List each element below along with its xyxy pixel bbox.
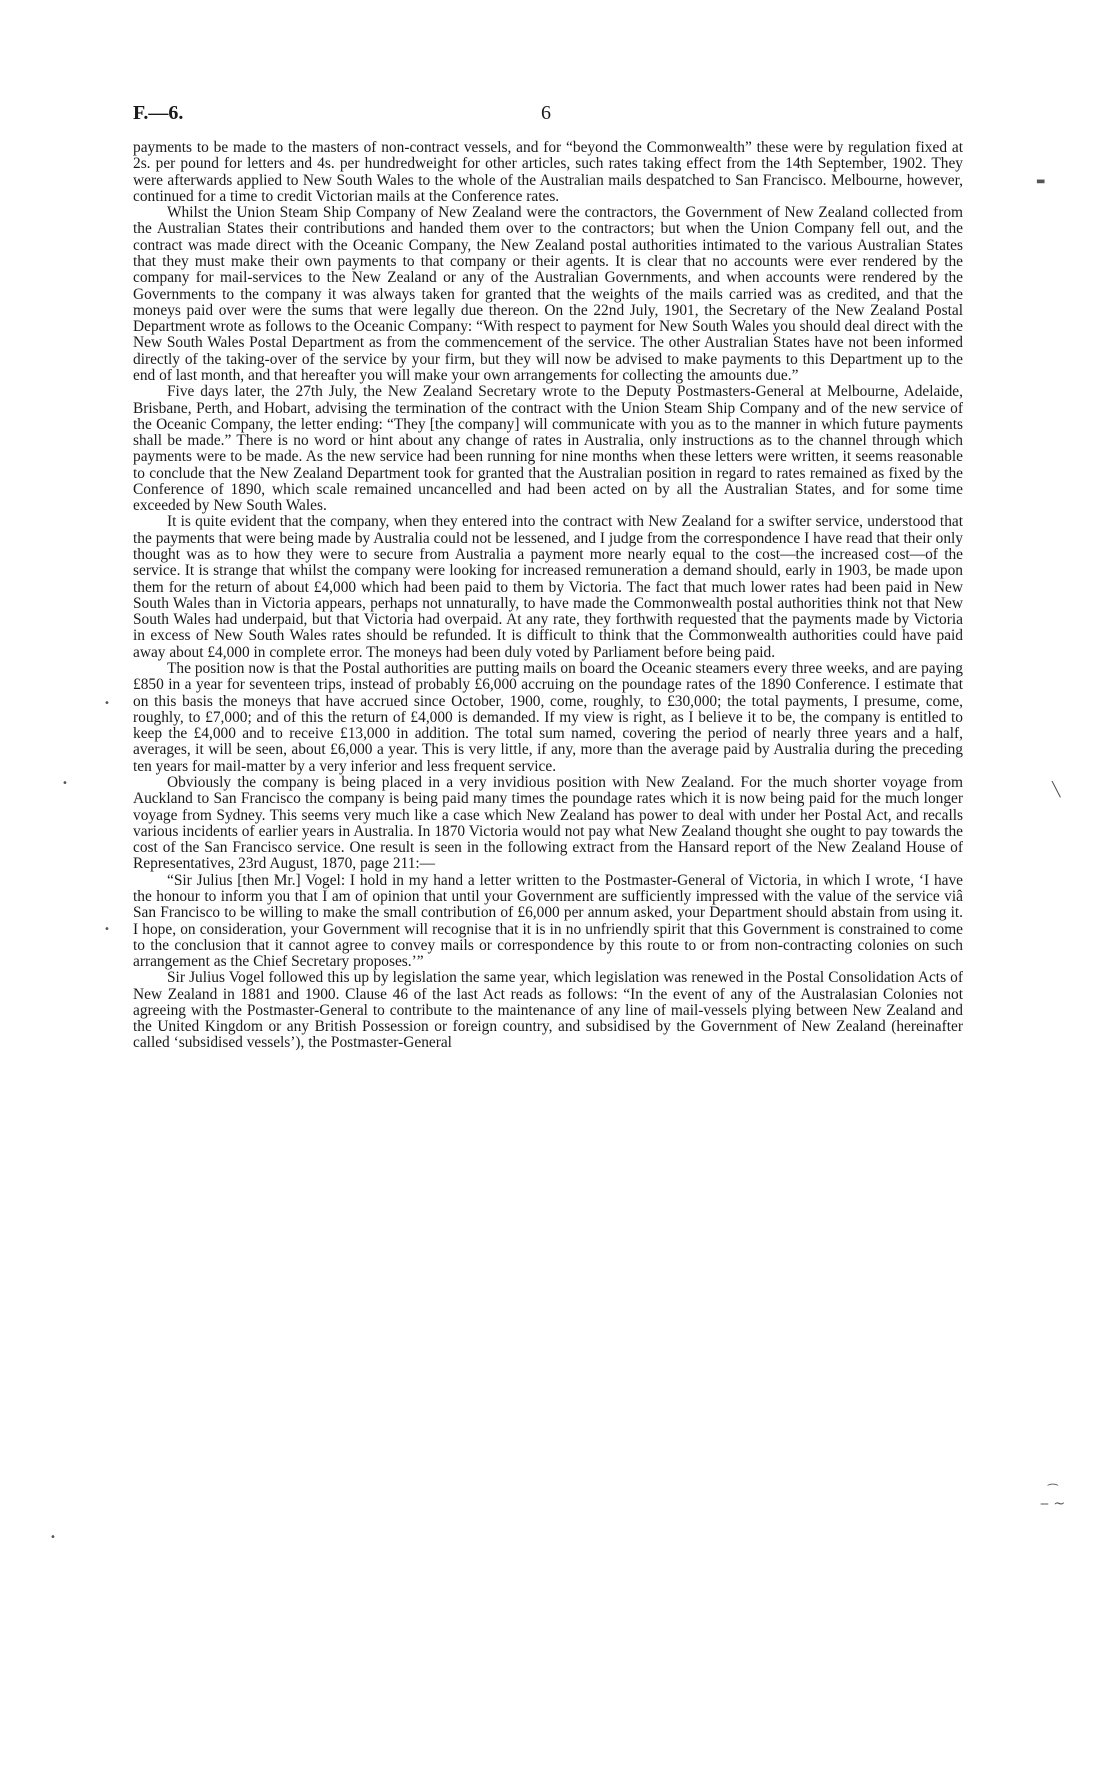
paragraph-company-evident: It is quite evident that the company, when they entered into the contract with New Zealand for a swifter service, understood that the payments that were being made by Australia could not be lessened, and I judge from the correspondence I have read that their only thought was as to how they were to secure from Australia a payment more nearly equal to the cost—the increased cost—of the service. It is strange that whilst the company were looking for increased remuneration a demand should, early in 1903, be made upon them for the return of about £4,000 which had been paid to them by Victoria. The fact that much lower rates had been paid in New South Wales than in Victoria appears, perhaps not unnaturally, to have made the Commonwealth postal authorities think not that New South Wales had underpaid, but that Victoria had overpaid. At any rate, they forthwith requested that the payments made by Victoria in excess of New South Wales rates should be refunded. It is difficult to think that the Commonwealth authorities could have paid away about £4,000 in complete error. The moneys had been duly voted by Parliament before being paid. [133, 513, 963, 661]
paragraph-position-now: The position now is that the Postal authorities are putting mails on board the Oceanic steamers every three weeks, and are paying £850 in a year for seventeen trips, instead of probably £6,000 accruing on the poundage rates of the 1890 Conference. I estimate that on this basis the moneys that have accrued since October, 1900, come, roughly, to £30,000; the total payments, I presume, come, roughly, to £7,000; and of this the return of £4,000 is demanded. If my view is right, as I believe it to be, the company is entitled to keep the £4,000 and to receive £13,000 in addition. The total sum named, covering the period of nearly three years and a half, averages, it will be seen, about £6,000 a year. This is very little, if any, more than the average paid by Australia during the preceding ten years for mail-matter by a very inferior and less frequent service. [133, 660, 963, 775]
paragraph-vogel-quote: “Sir Julius [then Mr.] Vogel: I hold in my hand a letter written to the Postmaster-General of Victoria, in which I wrote, ‘I have the honour to inform you that I am of opinion that until your Government are sufficiently impressed with the value of the service viâ San Francisco to be willing to make the small contribution of £6,000 per annum asked, your Department should abstain from using it. I hope, on consideration, your Government will recognise that it is in no unfriendly spirit that this Government is constrained to come to the conclusion that it cannot agree to convey mails or correspondence by this route to or from non-contracting colonies on such arrangement as the Chief Secretary proposes.’” [133, 871, 963, 971]
body-text [133, 140, 963, 1052]
paragraph-five-days-later: Five days later, the 27th July, the New Zealand Secretary wrote to the Deputy Postmasters-General at Melbourne, Adelaide, Brisbane, Perth, and Hobart, advising the termination of the contract with the Union Steam Ship Company and of the new service of the Oceanic Company, the letter ending: “They [the company] will communicate with you as to the manner in which future payments shall be made.” There is no word or hint about any change of rates in Australia, only instructions as to the channel through which payments were to be made. As the new service had been running for nine months when these letters were written, it seems reasonable to conclude that the New Zealand Department took for granted that the Australian position in regard to rates remained as fixed by the Conference of 1890, which scale remained uncancelled and had been acted on by all the Australian States, and for some time exceeded by New South Wales. [133, 383, 963, 515]
document-reference: F.—6. [133, 102, 184, 124]
margin-mark: ╲ [1052, 782, 1061, 798]
margin-mark: • [104, 924, 110, 935]
margin-mark: ⁀ [1048, 1484, 1058, 1498]
page-header [133, 102, 963, 132]
margin-mark: ‒ ~ [1040, 1496, 1066, 1512]
paragraph-union-company: Whilst the Union Steam Ship Company of New Zealand were the contractors, the Government of New Zealand collected from the Australian States their contributions and handed them over to the contractors; but when the Union Company fell out, and the contract was made direct with the Oceanic Company, the New Zealand postal authorities intimated to the various Australian States that they must make their own payments to that company or their agents. It is clear that no accounts were ever rendered by the company for mail-services to the New Zealand or any of the Australian Governments, and when accounts were rendered by the Governments to the company it was always taken for granted that the weights of the mails carried was as credited, and that the moneys paid over were the sums that were legally due thereon. On the 22nd July, 1901, the Secretary of the New Zealand Postal Department wrote as follows to the Oceanic Company: “With respect to payment for New South Wales you should deal direct with the New South Wales Postal Department as from the commencement of the service. The other Australian States have not been informed directly of the taking-over of the service by your firm, but they will now be advised to make payments to this Department up to the end of last month, and that hereafter you will make your own arrangements for collecting the amounts due.” [133, 204, 963, 384]
margin-mark: ▬ [1036, 176, 1046, 187]
margin-mark: • [104, 698, 110, 709]
paragraph-continuation: payments to be made to the masters of non-contract vessels, and for “beyond the Commonwealth” these were by regulation fixed at 2s. per pound for letters and 4s. per hundredweight for other articles, such rates taking effect from the 14th September, 1902. They were afterwards applied to New South Wales to the whole of the Australian mails despatched to San Francisco. Melbourne, however, continued for a time to credit Victorian mails at the Conference rates. [133, 139, 963, 205]
margin-mark: • [50, 1532, 56, 1543]
margin-mark: • [62, 778, 68, 789]
paragraph-invidious-position: Obviously the company is being placed in a very invidious position with New Zealand. For the much shorter voyage from Auckland to San Francisco the company is being paid many times the poundage rates which it is now being paid for the much longer voyage from Sydney. This seems very much like a case which New Zealand has power to deal with under her Postal Act, and recalls various incidents of earlier years in Australia. In 1870 Victoria would not pay what New Zealand thought she ought to pay towards the cost of the San Francisco service. One result is seen in the following extract from the Hansard report of the New Zealand House of Representatives, 23rd August, 1870, page 211:— [133, 773, 963, 873]
paragraph-vogel-legislation: Sir Julius Vogel followed this up by legislation the same year, which legislation was renewed in the Postal Consolidation Acts of New Zealand in 1881 and 1900. Clause 46 of the last Act reads as follows: “In the event of any of the Australasian Colonies not agreeing with the Postmaster-General to contribute to the maintenance of any line of mail-vessels plying between New Zealand and the United Kingdom or any British Possession or foreign country, and subsidised by the Government of New Zealand (hereinafter called ‘subsidised vessels’), the Postmaster-General [133, 969, 963, 1052]
page-number: 6 [541, 102, 551, 124]
